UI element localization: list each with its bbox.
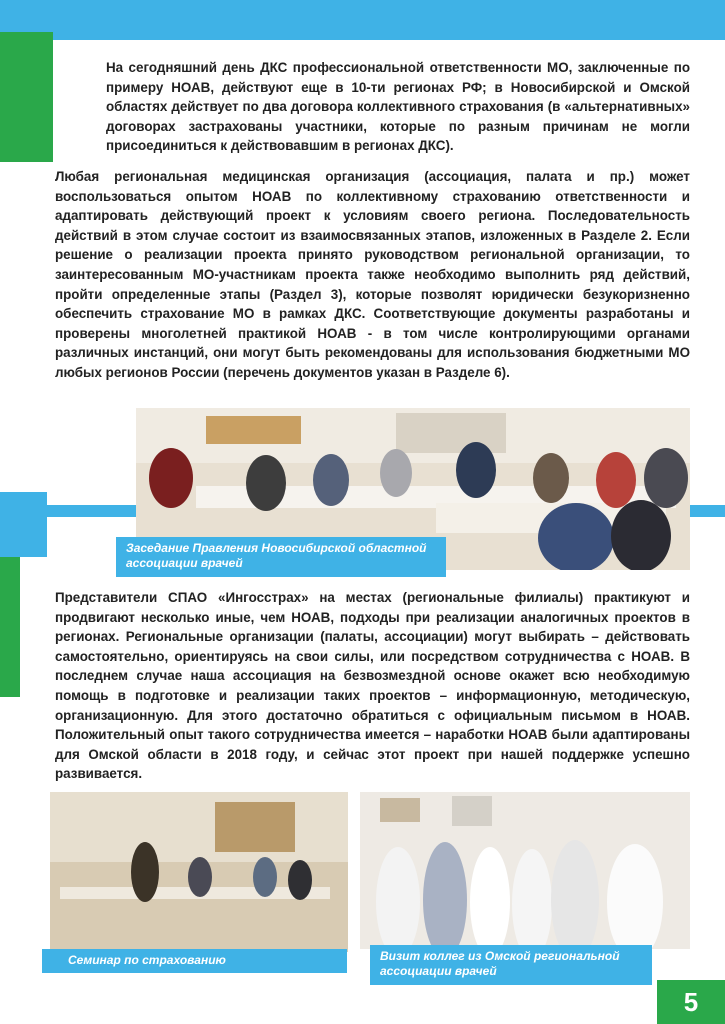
seminar-caption: Семинар по страхованию: [42, 949, 347, 973]
board-meeting-caption: Заседание Правления Новосибирской областной ассоциации врачей: [116, 537, 446, 577]
right-blue-stripe: [690, 505, 725, 517]
visit-image: [360, 792, 690, 949]
page-number: 5: [657, 980, 725, 1024]
seminar-photo: [50, 792, 348, 952]
body-paragraph-2: Представители СПАО «Ингосстрах» на местах (региональные филиалы) практикуют и продвигают несколько иные, чем НОАВ, подходы при реализации аналогичных проектов в регионах. Региональные организации (палаты, ассоциации) могут выбирать – действовать самостоятельно, ориентируясь на свои силы, или посредством сотрудничества с НОАВ. В последнем случае наша ассоциация на безвозмездной основе окажет всю необходимую помощь в подготовке и реализации таких проектов – информационную, методическую, организационную. Для этого достаточно обратиться с официальным письмом в НОАВ. Положительный опыт такого сотрудничества имеется – наработки НОАВ были адаптированы для Омской области в 2018 году, и сейчас этот проект при нашей поддержке успешно развивается.: [55, 590, 690, 782]
intro-paragraph: На сегодняшний день ДКС профессиональной ответственности МО, заключенные по примеру НОАВ, действуют еще в 10-ти регионах РФ; в Новосибирской и Омской областях действует по два договора коллективного страхования (в «альтернативных» договорах застрахованы участники, которые по разным причинам не могли присоединиться к действовавшим в регионах ДКС).: [106, 60, 690, 154]
left-green-bar-mid: [0, 557, 20, 697]
left-blue-block: [0, 492, 47, 557]
left-blue-stripe: [47, 505, 137, 517]
left-green-bar-top: [0, 32, 53, 162]
body-paragraph-1: Любая региональная медицинская организация (ассоциация, палата и пр.) может воспользоваться опытом НОАВ по коллективному страхованию ответственности и адаптировать действующий проект к условиям своего региона. Последовательность действий в этом случае состоит из взаимосвязанных этапов, изложенных в Разделе 2. Если решение о реализации проекта принято руководством региональной организации, то заинтересованным МО-участникам проекта также необходимо выполнить ряд действий, пройти определенные этапы (Раздел 3), которые позволят юридически безукоризненно обеспечить страхование МО в рамках ДКС. Соответствующие документы разработаны и проверены многолетней практикой НОАВ - в том числе контролирующими органами различных инстанций, они могут быть рекомендованы для использования бюджетными МО любых регионов России (перечень документов указан в Разделе 6).: [55, 169, 690, 380]
visit-photo: [360, 792, 690, 949]
top-blue-bar: [0, 0, 725, 40]
visit-caption: Визит коллег из Омской региональной ассоциации врачей: [370, 945, 652, 985]
seminar-image: [50, 792, 348, 952]
